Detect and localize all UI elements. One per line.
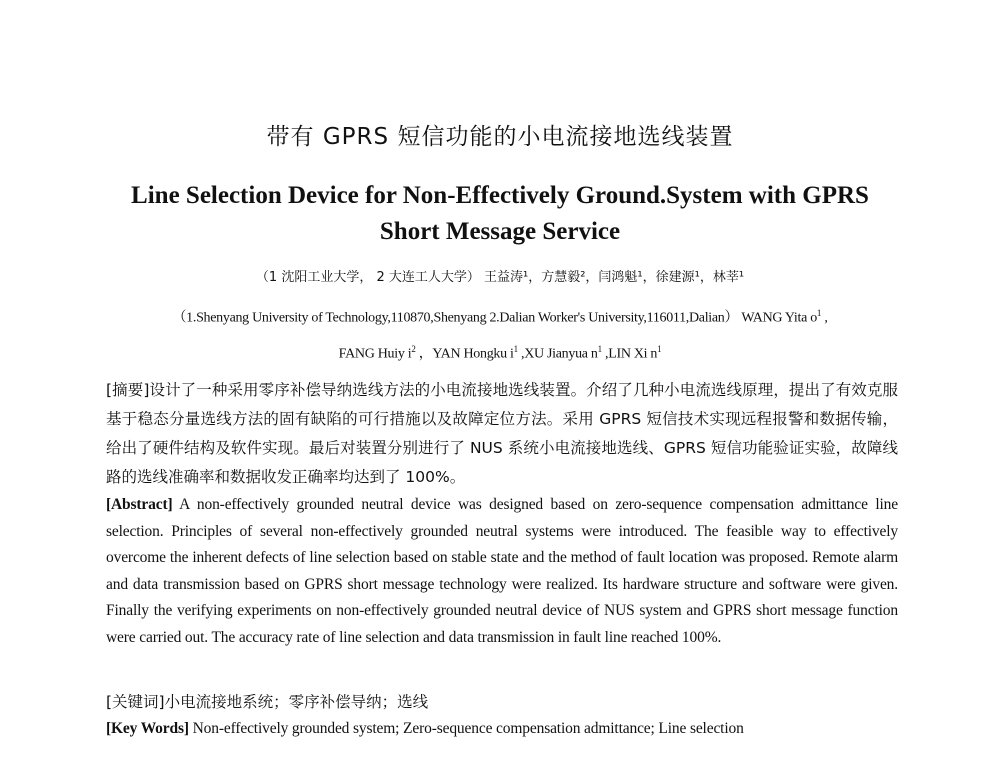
affiliation-text: （1.Shenyang University of Technology,110870,Shenyang 2.Dalian Worker's University,116011,Dalian） WANG Yita o [172,310,817,326]
author-name: ,XU Jianyua n [517,346,598,362]
chinese-abstract [106,376,898,492]
abstract-en-label: [Abstract] [106,496,173,513]
author-superscript: 2 [411,343,416,354]
author-superscript: 1 [657,343,662,354]
abstract-cn-text: 设计了一种采用零序补偿导纳选线方法的小电流接地选线装置。介绍了几种小电流选线原理，提出了有效克服基于稳态分量选线方法的固有缺陷的可行措施以及故障定位方法。采用 GPRS 短信技术实现远程报警和数据传输，给出了硬件结构及软件实现。最后对装置分别进行了 NUS 系统小电流接地选线、GPRS 短信功能验证实验，故障线路的选线准确率和数据收发正确率均达到了 100%。 [106,381,898,486]
author-name: FANG Huiy i [338,346,412,362]
abstract-cn-label: [摘要] [106,381,150,399]
affiliation-line-end: , [821,310,828,326]
chinese-authors: （1 沈阳工业大学， 2 大连工人大学） 王益涛¹，方慧毅²，闫鸿魁¹，徐建源¹，林莘¹ [255,270,745,285]
affiliation-line-1 [0,298,1000,334]
author-name: ，YAN Hongku i [415,346,514,362]
author-name: ,LIN Xi n [601,346,658,362]
english-affiliation [0,298,1000,369]
author-superscript: 1 [513,343,518,354]
english-keywords [106,720,898,738]
chinese-title: 带有 GPRS 短信功能的小电流接地选线装置 [266,124,734,150]
english-title: Line Selection Device for Non-Effectively Ground.System with GPRS Short Message Service [131,182,869,245]
english-abstract [106,492,898,651]
keywords-cn-text: 小电流接地系统；零序补偿导纳；选线 [164,693,429,711]
author-superscript: 1 [597,343,602,354]
keywords-en-text: Non-effectively grounded system; Zero-sequence compensation admittance; Line selection [188,720,744,737]
keywords-en-label: [Key Words] [106,720,189,737]
abstract-en-text: A non-effectively grounded neutral device was designed based on zero-sequence compensation admittance line selection. Principles of several non-effectively grounded neutral systems were introduced. The feasible way to effectively overcome the inherent defects of line selection based on stable state and the method of fault location was proposed. Remote alarm and data transmission based on GPRS short message technology were realized. Its hardware structure and software were given. Finally the verifying experiments on non-effectively grounded neutral device of NUS system and GPRS short message function were carried out. The accuracy rate of line selection and data transmission in fault line reached 100%. [106,496,898,646]
affiliation-line-2 [0,334,1000,370]
keywords-cn-label: [关键词] [106,693,165,711]
author-superscript: 1 [816,308,822,318]
chinese-keywords [106,690,898,712]
